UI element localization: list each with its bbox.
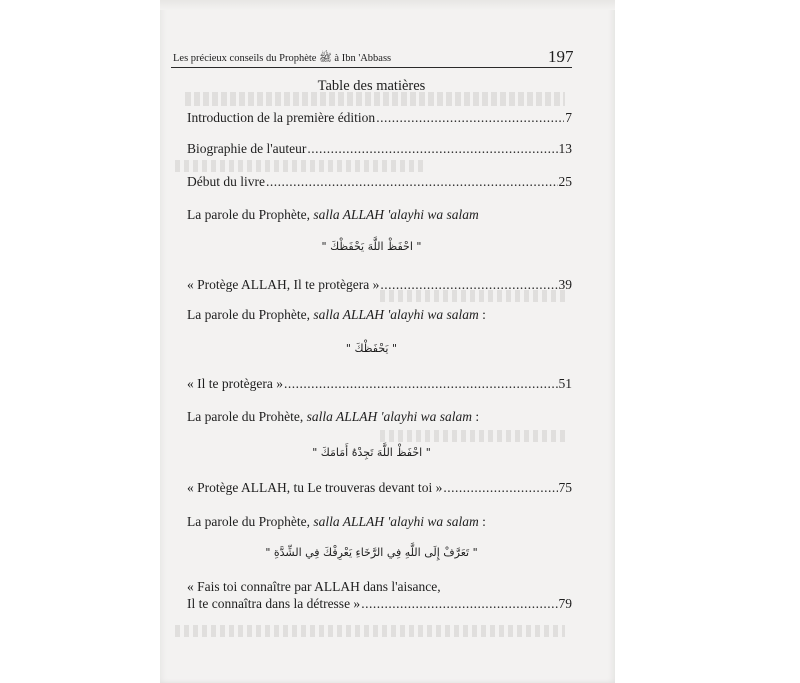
dot-leader (266, 174, 558, 190)
section-intro-honorific: salla ALLAH 'alayhi wa salam (313, 307, 479, 322)
toc-entry[interactable] (187, 376, 572, 392)
section-intro (187, 514, 572, 530)
arabic-quote: " يَحْفَظْكَ " (345, 342, 398, 355)
toc-entry-page: 51 (558, 376, 572, 391)
section-intro-honorific: salla ALLAH 'alayhi wa salam (313, 207, 479, 222)
dot-leader (380, 277, 557, 293)
section-intro-text: La parole du Prophète, (187, 514, 310, 529)
section-intro-suffix: : (478, 514, 486, 529)
toc-entry-text: Introduction de la première édition (187, 110, 376, 125)
toc-entry[interactable] (187, 141, 572, 157)
toc-entry-text: Il te connaîtra dans la détresse » (187, 596, 361, 611)
toc-entry[interactable] (187, 596, 572, 612)
section-intro (187, 207, 572, 223)
section-intro-suffix: : (478, 307, 486, 322)
toc-entry-page: 75 (558, 480, 572, 495)
toc-entry[interactable] (187, 110, 572, 126)
show-through-text (175, 160, 425, 172)
dot-leader (307, 141, 557, 157)
toc-entry-page: 25 (558, 174, 572, 189)
arabic-quote: " احْفَظْ اللَّهَ تَجِدْهُ أَمَامَكَ " (312, 446, 431, 459)
dot-leader (361, 596, 557, 612)
section-intro-suffix: : (472, 409, 480, 424)
toc-entry-text: « Il te protègera » (187, 376, 283, 391)
toc-entry-text: Biographie de l'auteur (187, 141, 307, 156)
dot-leader (376, 110, 564, 126)
section-intro-text: La parole du Prophète, (187, 207, 310, 222)
dot-leader (443, 480, 557, 496)
arabic-quote: " تَعَرَّفْ إِلَى اللَّهِ فِي الرَّخَاءِ يَعْرِفْكَ فِي الشِّدَّةِ " (265, 546, 478, 559)
toc-entry-page: 79 (558, 596, 572, 611)
toc-entry[interactable] (187, 174, 572, 190)
section-intro-honorific: salla ALLAH 'alayhi wa salam (306, 409, 473, 424)
show-through-text (175, 625, 565, 637)
toc-entry-text-line1[interactable]: « Fais toi connaître par ALLAH dans l'aisance, (187, 579, 441, 594)
section-intro-text: La parole du Prophète, (187, 307, 310, 322)
toc-entry-text: « Protège ALLAH, Il te protègera » (187, 277, 380, 292)
page-top-shadow (160, 0, 615, 10)
section-intro-honorific: salla ALLAH 'alayhi wa salam (313, 514, 479, 529)
toc-entry-page: 7 (565, 110, 572, 125)
toc-title: Table des matières (317, 78, 426, 94)
toc-entry-text: Début du livre (187, 174, 265, 189)
page-number: 197 (548, 47, 574, 66)
header-rule (171, 67, 572, 68)
section-intro (187, 307, 572, 323)
section-intro (187, 409, 572, 425)
arabic-quote: " احْفَظْ اللَّهَ يَحْفَظْكَ " (321, 240, 422, 253)
toc-entry[interactable] (187, 480, 572, 496)
toc-entry[interactable] (187, 277, 572, 293)
running-title: Les précieux conseils du Prophète ﷺ à Ibn 'Abbass (173, 53, 392, 64)
toc-entry-page: 39 (558, 277, 572, 292)
toc-entry-page: 13 (558, 141, 572, 156)
dot-leader (284, 376, 558, 392)
section-intro-text: La parole du Prohète, (187, 409, 304, 424)
show-through-text (380, 430, 565, 442)
toc-entry-text: « Protège ALLAH, tu Le trouveras devant toi » (187, 480, 443, 495)
